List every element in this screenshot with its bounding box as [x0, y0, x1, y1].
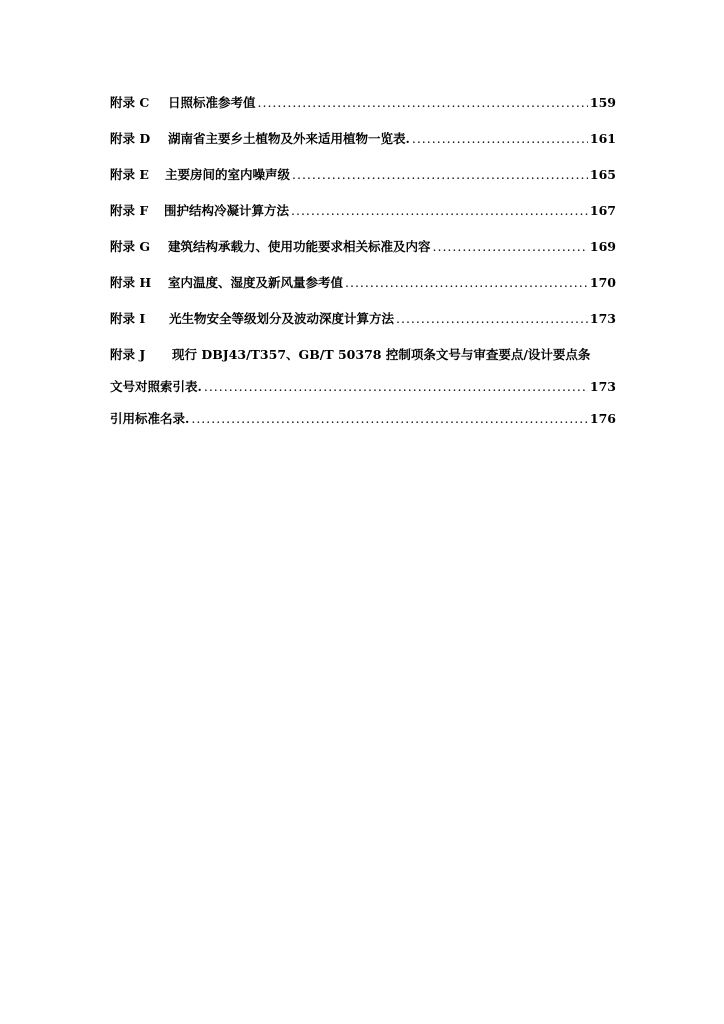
- toc-entry-title-continued: 文号对照索引表.: [110, 379, 202, 394]
- dot-leader: [433, 239, 588, 254]
- dot-leader: [292, 167, 588, 182]
- toc-entry-page: 161: [589, 131, 616, 146]
- toc-entry-appendix-f[interactable]: [110, 201, 616, 237]
- toc-entry-title: 现行 DBJ43/T357、GB/T 50378 控制项条文号与审查要点/设计要点条: [172, 347, 591, 362]
- toc-entry-title: 建筑结构承载力、使用功能要求相关标准及内容: [168, 239, 431, 254]
- toc-entry-title: 湖南省主要乡土植物及外来适用植物一览表.: [168, 131, 410, 146]
- dot-leader: [191, 411, 588, 426]
- toc-entry-label: 附录 C: [110, 95, 150, 110]
- dot-leader: [291, 203, 588, 218]
- toc-entry-title: 光生物安全等级划分及波动深度计算方法: [169, 311, 395, 326]
- dot-leader: [204, 379, 588, 394]
- toc-entry-page: 159: [589, 95, 616, 110]
- toc-entry-appendix-i[interactable]: [110, 309, 616, 345]
- dot-leader: [258, 95, 588, 110]
- toc-entry-appendix-j[interactable]: [110, 345, 616, 409]
- toc-entry-title: 主要房间的室内噪声级: [165, 167, 291, 182]
- toc-entry-line-2: [110, 377, 616, 409]
- dot-leader: [396, 311, 588, 326]
- toc-entry-references[interactable]: [110, 409, 616, 441]
- toc-entry-title: 引用标准名录.: [110, 411, 190, 426]
- toc-entry-page: 176: [589, 411, 616, 426]
- dot-leader: [412, 131, 588, 146]
- toc-entry-page: 165: [589, 167, 616, 182]
- toc-entry-label: 附录 E: [110, 167, 149, 182]
- toc-entry-label: 附录 F: [110, 203, 149, 218]
- toc-entry-line-1: [110, 345, 616, 377]
- toc-entry-title: 围护结构冷凝计算方法: [164, 203, 290, 218]
- toc-entry-label: 附录 J: [110, 347, 146, 362]
- dot-leader: [345, 275, 588, 290]
- toc-entry-label: 附录 I: [110, 311, 146, 326]
- toc-entry-page: 169: [589, 239, 616, 254]
- toc-entry-page: 173: [589, 311, 616, 326]
- toc-entry-appendix-c[interactable]: [110, 93, 616, 129]
- toc-entry-label: 附录 G: [110, 239, 151, 254]
- toc-entry-page: 167: [589, 203, 616, 218]
- toc-entry-title: 室内温度、湿度及新风量参考值: [168, 275, 344, 290]
- toc-entry-page: 173: [589, 379, 616, 394]
- toc-entry-page: 170: [589, 275, 616, 290]
- toc-entry-appendix-g[interactable]: [110, 237, 616, 273]
- toc-entry-appendix-h[interactable]: [110, 273, 616, 309]
- toc-entry-label: 附录 D: [110, 131, 151, 146]
- toc-entry-label: 附录 H: [110, 275, 152, 290]
- toc-entry-appendix-e[interactable]: [110, 165, 616, 201]
- toc-entry-appendix-d[interactable]: [110, 129, 616, 165]
- table-of-contents: [110, 93, 616, 441]
- toc-entry-title: 日照标准参考值: [168, 95, 256, 110]
